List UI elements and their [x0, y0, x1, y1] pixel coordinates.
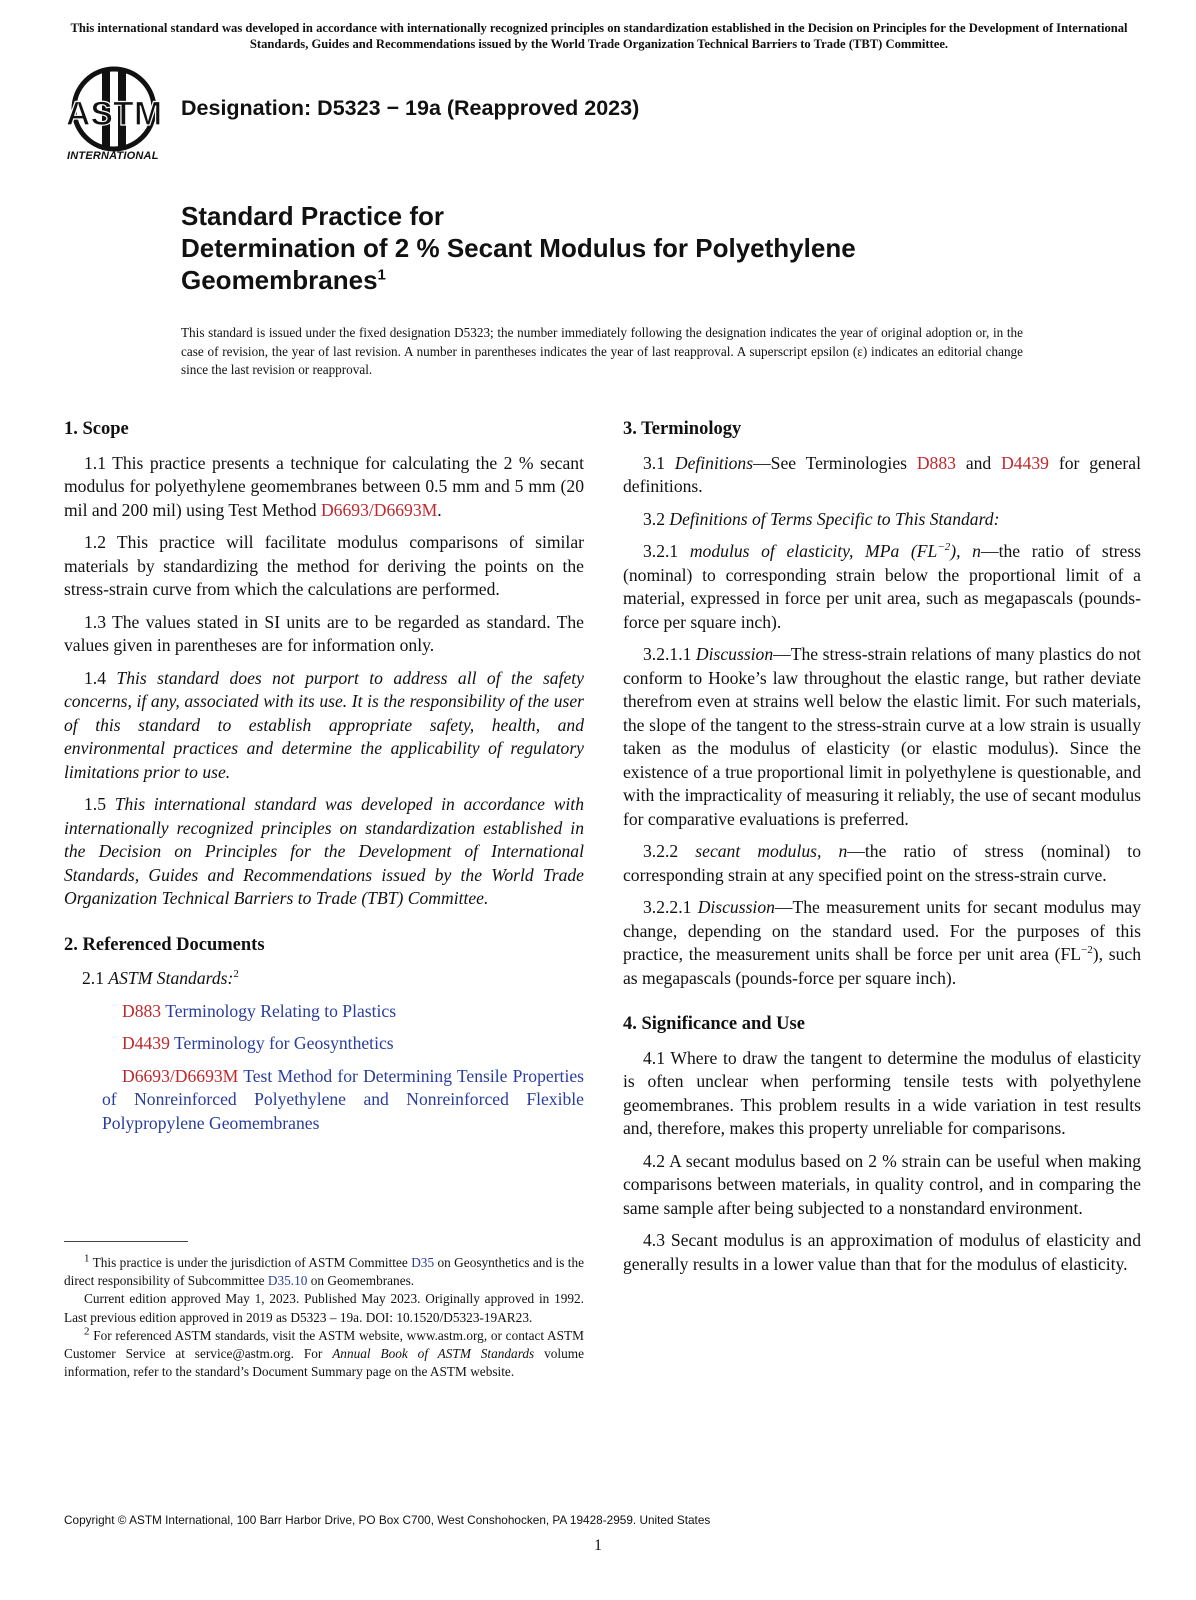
- footnote-2: $^2$ For referenced ASTM standards, visit the ASTM website, www.astm.org, or contact ASTM Customer Service at service@astm.org. For Annual Book of ASTM Standards volume information, refer to the standard’s Document Summary page on the ASTM website.: [64, 1325, 584, 1380]
- paragraph-4-2: 4.2 A secant modulus based on 2 % strain can be useful when making comparisons between materials, in quality control, and in comparing the same sample after being subjected to a nonstandard environment.: [623, 1150, 1141, 1218]
- paragraph-1-2: 1.2 This practice will facilitate modulus comparisons of similar materials by standardizing the method for deriving the points on the stress-strain curve from which the calculations are performed.: [64, 532, 584, 599]
- footnote-link-d35[interactable]: D35: [411, 1255, 435, 1270]
- footnote-divider: [64, 1241, 188, 1242]
- paragraph-4-3: 4.3 Secant modulus is an approximation of modulus of elasticity and generally results in a lower value than that for the modulus of elasticity.: [623, 1230, 1141, 1274]
- issued-note: This standard is issued under the fixed designation D5323; the number immediately following the designation indicates the year of original adoption or, in the case of revision, the year of last revision. A number in parentheses indicates the year of last reapproval. A superscript epsilon (ε) indicates an editorial change since the last revision or reapproval.: [181, 325, 1023, 377]
- paragraph-1-4: 1.4 This standard does not purport to address all of the safety concerns, if any, associated with its use. It is the responsibility of the user of this standard to establish appropriate safety, health, and environmental practices and determine the applicability of regulatory limitations prior to use.: [64, 667, 584, 782]
- referenced-doc-d883[interactable]: D883 Terminology Relating to Plastics: [122, 1000, 397, 1021]
- referenced-doc-d4439[interactable]: D4439 Terminology for Geosynthetics: [122, 1033, 394, 1053]
- page-number: 1: [594, 1537, 602, 1554]
- referenced-doc-d6693[interactable]: D6693/D6693M Test Method for Determining Tensile Properties of Nonreinforced Polyethylene and Nonreinforced Flexible Polypropylene Geomembranes: [102, 1065, 584, 1133]
- section-heading-significance: 4. Significance and Use: [623, 1014, 805, 1034]
- paragraph-1-3: 1.3 The values stated in SI units are to be regarded as standard. The values given in parentheses are for information only.: [64, 611, 584, 655]
- left-column: [64, 418, 584, 1144]
- section-heading-terminology: 3. Terminology: [623, 419, 742, 439]
- title-line-2: Determination of 2 % Secant Modulus for Polyethylene: [181, 233, 856, 263]
- section-heading-scope: 1. Scope: [64, 419, 129, 439]
- title-line-1: Standard Practice for: [181, 201, 444, 231]
- paragraph-3-2-1: 3.2.1 modulus of elasticity, MPa $(FL^{-2})$, n—the ratio of stress (nominal) to corresponding strain below the proportional limit of a material, expressed in force per unit area, such as megapascals (pounds-force per square inch).: [623, 541, 1142, 632]
- svg-text:ASTM: ASTM: [65, 95, 163, 133]
- footnotes: [64, 1254, 584, 1381]
- paragraph-1-1: 1.1 This practice presents a technique for calculating the 2 % secant modulus for polyethylene geomembranes between 0.5 mm and 5 mm (20 mil and 200 mil) using Test Method D6693/D6693M.: [64, 452, 584, 520]
- paragraph-3-1: 3.1 Definitions—See Terminologies D883 and D4439 for general definitions.: [623, 452, 1141, 496]
- title-line-3: Geomembranes$^1$: [181, 265, 386, 295]
- paragraph-4-1: 4.1 Where to draw the tangent to determine the modulus of elasticity is often unclear when performing tensile tests with polyethylene geomembranes. This problem results in a wide variation in test results and, therefore, makes this property unreliable for comparisons.: [623, 1047, 1141, 1138]
- designation: Designation: D5323 − 19a (Reapproved 2023): [181, 96, 640, 120]
- paragraph-1-5: 1.5 This international standard was developed in accordance with internationally recognized principles on standardization established in the Decision on Principles for the Development of International Standards, Guides and Recommendations issued by the World Trade Organization Technical Barriers to Trade (TBT) Committee.: [64, 794, 584, 908]
- footnote-link-d35-10[interactable]: D35.10: [267, 1273, 308, 1289]
- ref-link-d883[interactable]: D883: [916, 452, 956, 473]
- paragraph-3-2-1-1: 3.2.1.1 Discussion—The stress-strain relations of many plastics do not conform to Hooke’s law throughout the elastic range, but rather deviate therefrom even at strains well below the elastic limit. For such materials, the slope of the tangent to the stress-strain curve at a low strain is usually taken as the modulus of elasticity (or elastic modulus). Since the existence of a true proportional limit in polyethylene is questionable, and with the impracticality of measuring it reliably, the use of secant modulus for comparative evaluations is preferred.: [623, 644, 1142, 829]
- ref-link-d4439[interactable]: D4439: [1001, 452, 1049, 473]
- document-title: [181, 200, 1041, 296]
- tbt-notice: This international standard was developed in accordance with internationally recognized principles on standardization established in the Decision on Principles for the Development of International Standards, Guides and Recommendations issued by the World Trade Organization Technical Barriers to Trade (TBT) Committee.: [70, 21, 1128, 51]
- title-footnote-mark: 1: [377, 266, 386, 284]
- astm-standards-subheading: 2.1 ASTM Standards:$^2$: [82, 968, 239, 988]
- paragraph-3-2-2: 3.2.2 secant modulus, n—the ratio of stress (nominal) to corresponding strain at any specified point on the stress-strain curve.: [623, 841, 1141, 885]
- footnote-1-edition: Current edition approved May 1, 2023. Published May 2023. Originally approved in 1992. Last previous edition approved in 2019 as D5323 – 19a. DOI: 10.1520/D5323-19AR23.: [64, 1291, 584, 1325]
- copyright-line: Copyright © ASTM International, 100 Barr Harbor Drive, PO Box C700, West Conshohocken, PA 19428-2959. United States: [64, 1513, 711, 1527]
- footnote-1: $^1$ This practice is under the jurisdiction of ASTM Committee D35 on Geosynthetics and is the direct responsibility of Subcommittee D35.10 on Geomembranes.: [64, 1252, 584, 1289]
- section-heading-referenced: 2. Referenced Documents: [64, 934, 265, 955]
- paragraph-3-2-2-1: 3.2.2.1 Discussion—The measurement units for secant modulus may change, depending on the standard used. For the purposes of this practice, the measurement units shall be force per unit area $(FL^{-2})$, such as megapascals (pounds-force per square inch).: [623, 897, 1142, 988]
- right-column: [623, 418, 1141, 1285]
- ref-link-d6693[interactable]: D6693/D6693M: [320, 499, 438, 520]
- paragraph-3-2: 3.2 Definitions of Terms Specific to This Standard:: [643, 508, 1000, 529]
- logo-subtitle: INTERNATIONAL: [67, 150, 159, 162]
